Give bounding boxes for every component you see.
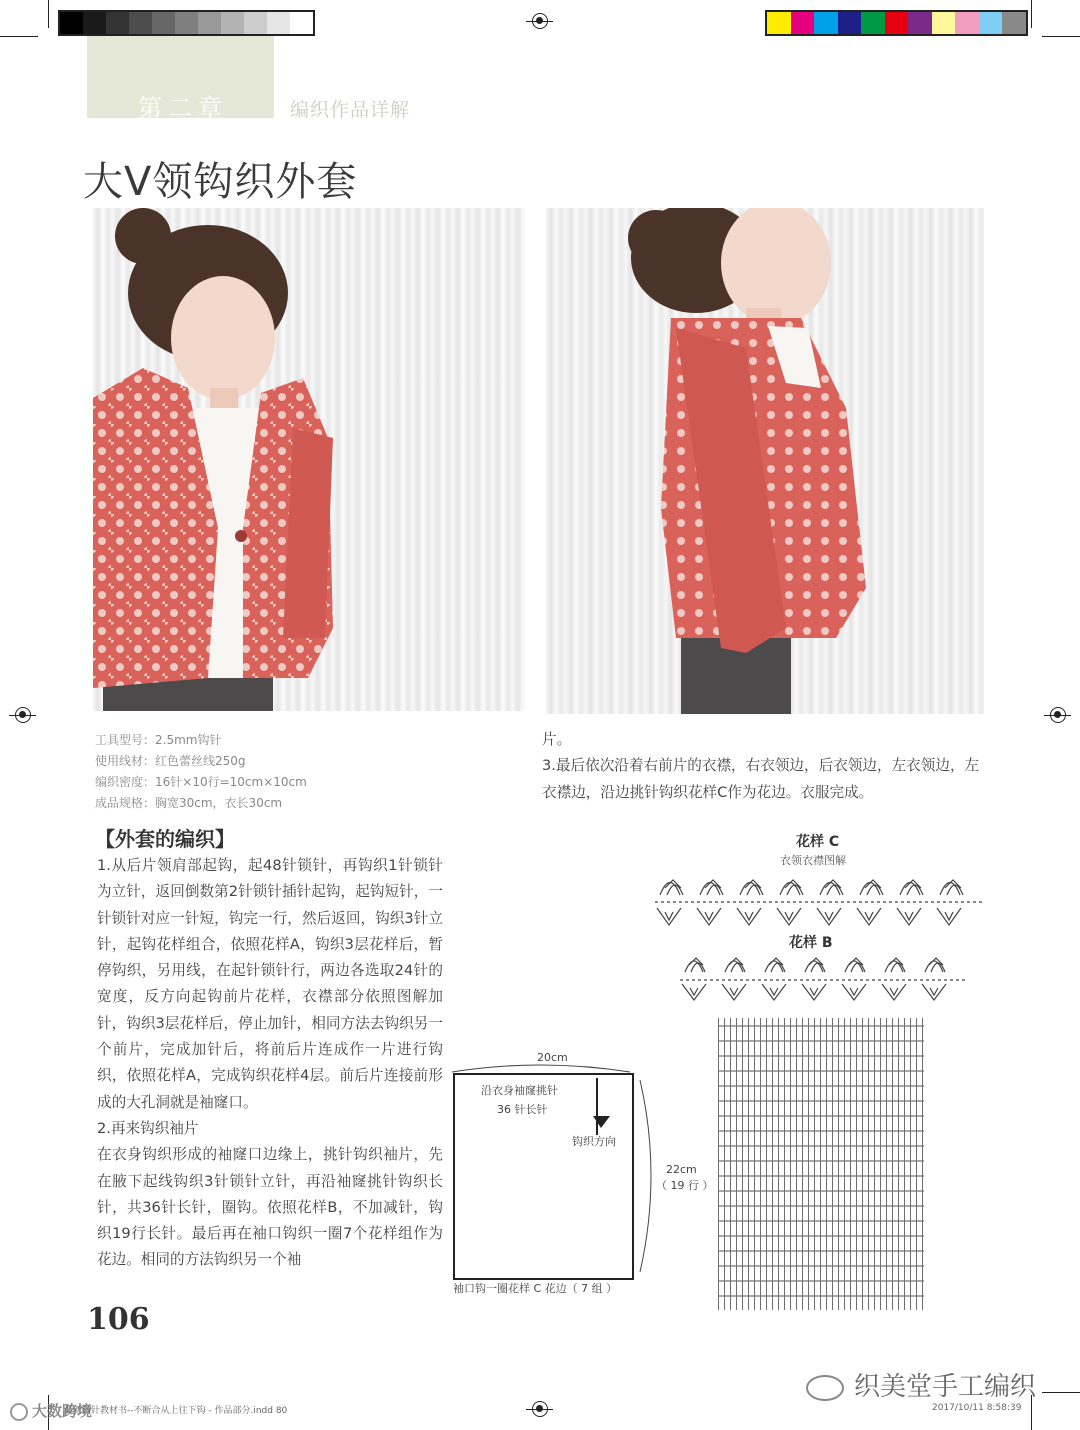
pattern-c-caption: 衣领衣襟图解 <box>780 854 846 867</box>
registration-mark-icon <box>532 13 548 29</box>
wechat-icon <box>806 1375 844 1401</box>
instructions-left <box>97 853 443 1274</box>
direction-label: 钩织方向 <box>572 1135 616 1148</box>
step-2-body: 在衣身钩织形成的袖窿口边缘上，挑针钩织袖片，先在腋下起线钩织3针锁针立针，再沿袖窿挑针钩织长针，共36针长针，圈钩。依照花样B，不加减针，钩织19行长针。最后再在袖口钩织一圈7个花样组作为花边。相同的方法钩织另一个袖 <box>97 1146 443 1269</box>
spec-size: 成品规格：胸宽30cm，衣长30cm <box>95 796 283 810</box>
photo-side-view <box>546 208 984 714</box>
footer-file: 最新钩针教材书--不断合从上往下钩 - 作品部分.indd 80 <box>64 1406 288 1416</box>
watermark <box>806 1366 1036 1403</box>
sleeve-rows-label: （ 19 行 ） <box>656 1179 714 1192</box>
grayscale-calibration-bar <box>58 10 315 36</box>
sleeve-count-label: 36 针长针 <box>497 1103 548 1116</box>
step-1: 1.从后片领肩部起钩，起48针锁针，再钩织1针锁针为立针，返回倒数第2针锁针插针起钩，起钩短针，一针锁针对应一针短，钩完一行，然后返回，钩织3针立针，起钩花样组合，依照花样A，钩织3层花样后，暂停钩织，另用线，在起针锁针行，两边各选取24针的宽度，反方向起钩前片花样，衣襟部分依照图解加针，钩织3层花样后，停止加针，相同方法去钩织另一个前片，完成加针后，将前后片连成作一片进行钩织，依照花样A，完成钩织花样4层。前后片连接前形成的大孔洞就是袖窿口。 <box>97 857 443 1111</box>
pattern-b-chart <box>680 950 970 1010</box>
footer-date: 2017/10/11 8:58:39 <box>932 1403 1022 1413</box>
watermark-text: 织美堂手工编织 <box>854 1372 1037 1402</box>
instructions-right <box>542 727 987 806</box>
continued-text: 片。 <box>542 731 572 748</box>
pattern-b-label: 花样 B <box>789 935 833 951</box>
photo-front-view <box>93 208 525 711</box>
cuff-label: 袖口钩一圈花样 C 花边（ 7 组 ） <box>453 1282 618 1295</box>
footer-logo-text: 大数跨境 <box>32 1402 93 1420</box>
pattern-c-chart <box>655 870 990 930</box>
crop-mark <box>1042 36 1080 37</box>
sleeve-height-label: 22cm <box>666 1163 697 1176</box>
crop-mark <box>48 0 49 28</box>
spec-yarn: 使用线材：红色蕾丝线250g <box>95 754 246 768</box>
section-heading: 【外套的编织】 <box>95 827 235 851</box>
registration-mark-icon <box>15 707 31 723</box>
sleeve-stitch-chart <box>718 1018 924 1310</box>
registration-mark-icon <box>1050 707 1066 723</box>
registration-mark-icon <box>532 1401 548 1417</box>
step-3: 3.最后依次沿着右前片的衣襟，右衣领边，后衣领边，左衣领边，左衣襟边，沿边挑针钩织花样C作为花边。衣服完成。 <box>542 757 980 801</box>
page-title: 大V领钩织外套 <box>83 159 358 205</box>
pattern-c-label: 花样 C <box>796 834 840 850</box>
step-2-title: 2.再来钩织袖片 <box>97 1119 199 1137</box>
sleeve-pick-label: 沿衣身袖窿挑针 <box>481 1084 558 1097</box>
spec-gauge: 编织密度：16针×10行=10cm×10cm <box>95 775 307 789</box>
crop-mark <box>1042 1392 1080 1393</box>
logo-icon <box>10 1403 28 1421</box>
color-calibration-bar <box>765 10 1028 36</box>
crop-mark <box>0 36 38 37</box>
chapter-subtitle: 编织作品详解 <box>290 99 411 121</box>
spec-tool: 工具型号：2.5mm钩针 <box>95 733 222 747</box>
chapter-label: 第二章 <box>138 94 228 122</box>
sleeve-width-label: 20cm <box>537 1051 568 1064</box>
page-number: 106 <box>87 1302 150 1337</box>
girl-side-illustration <box>546 208 984 714</box>
crop-mark <box>1031 0 1032 28</box>
girl-front-illustration <box>93 208 525 711</box>
